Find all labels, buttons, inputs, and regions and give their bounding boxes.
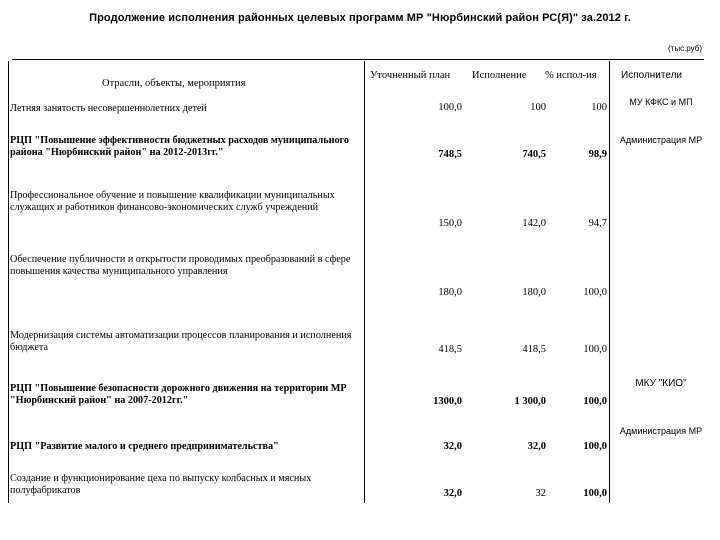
row-exec: 1 300,0 (514, 396, 546, 407)
row-plan: 32,0 (443, 488, 462, 499)
row-plan: 748,5 (438, 149, 462, 160)
row-name: Модернизация системы автоматизации процессов планирования и исполнения бюджета (10, 330, 352, 353)
row-percent: 100 (591, 102, 607, 113)
row-name: Профессиональное обучение и повышение квалификации муниципальных служащих и работников финансово-экономических служб учреждений (10, 190, 335, 213)
row-executor: Администрация МР (619, 426, 703, 436)
row-plan: 180,0 (438, 287, 462, 298)
row-plan: 150,0 (438, 218, 462, 229)
row-percent: 100,0 (583, 488, 607, 499)
row-percent: 100,0 (583, 441, 607, 452)
column-divider (364, 61, 365, 503)
row-name: РЦП "Развитие малого и среднего предпринимательства" (10, 441, 279, 452)
row-plan: 418,5 (438, 344, 462, 355)
row-name: РЦП "Повышение безопасности дорожного движения на территории МР "Нюрбинский район" на 2007-2012гг." (10, 383, 347, 406)
row-name: Создание и функционирование цеха по выпуску колбасных и мясных полуфабрикатов (10, 473, 312, 496)
row-exec: 180,0 (522, 287, 546, 298)
row-executor: МКУ "КИО" (635, 378, 687, 389)
row-percent: 98,9 (588, 149, 607, 160)
row-percent: 100,0 (583, 344, 607, 355)
row-plan: 32,0 (443, 441, 462, 452)
row-exec: 142,0 (522, 218, 546, 229)
row-exec: 740,5 (522, 149, 546, 160)
row-exec: 32 (535, 488, 546, 499)
header-exec: Исполнение (472, 70, 527, 81)
header-executors: Исполнители (621, 70, 683, 81)
row-executor: Администрация МР (619, 135, 703, 145)
header-name: Отрасли, объекты, мероприятия (102, 78, 246, 89)
header-percent: % испол-ия (545, 70, 597, 81)
row-percent: 100,0 (583, 287, 607, 298)
row-exec: 418,5 (522, 344, 546, 355)
row-percent: 94,7 (588, 218, 607, 229)
row-exec: 100 (530, 102, 546, 113)
header-plan: Уточненный план (370, 70, 451, 81)
document-title: Продолжение исполнения районных целевых программ МР "Нюрбинский район РС(Я)" за.2012 г. (89, 12, 631, 24)
row-percent: 100,0 (583, 396, 607, 407)
row-plan: 100,0 (438, 102, 462, 113)
units-label: (тыс.руб) (668, 44, 702, 53)
row-name: Обеспечение публичности и открытости проводимых преобразований в сфере повышения качества муниципального управления (10, 254, 351, 277)
row-name: Летняя занятость несовершеннолетних детей (10, 103, 207, 114)
report-table (8, 61, 708, 503)
top-divider (12, 59, 704, 60)
row-name: РЦП "Повышение эффективности бюджетных расходов муниципального района "Нюрбинский район" на 2012-2013гг." (10, 135, 350, 158)
row-exec: 32,0 (527, 441, 546, 452)
row-plan: 1300,0 (433, 396, 462, 407)
column-divider (609, 61, 610, 503)
table-border-left (8, 61, 9, 503)
row-executor: МУ КФКС и МП (629, 97, 693, 107)
